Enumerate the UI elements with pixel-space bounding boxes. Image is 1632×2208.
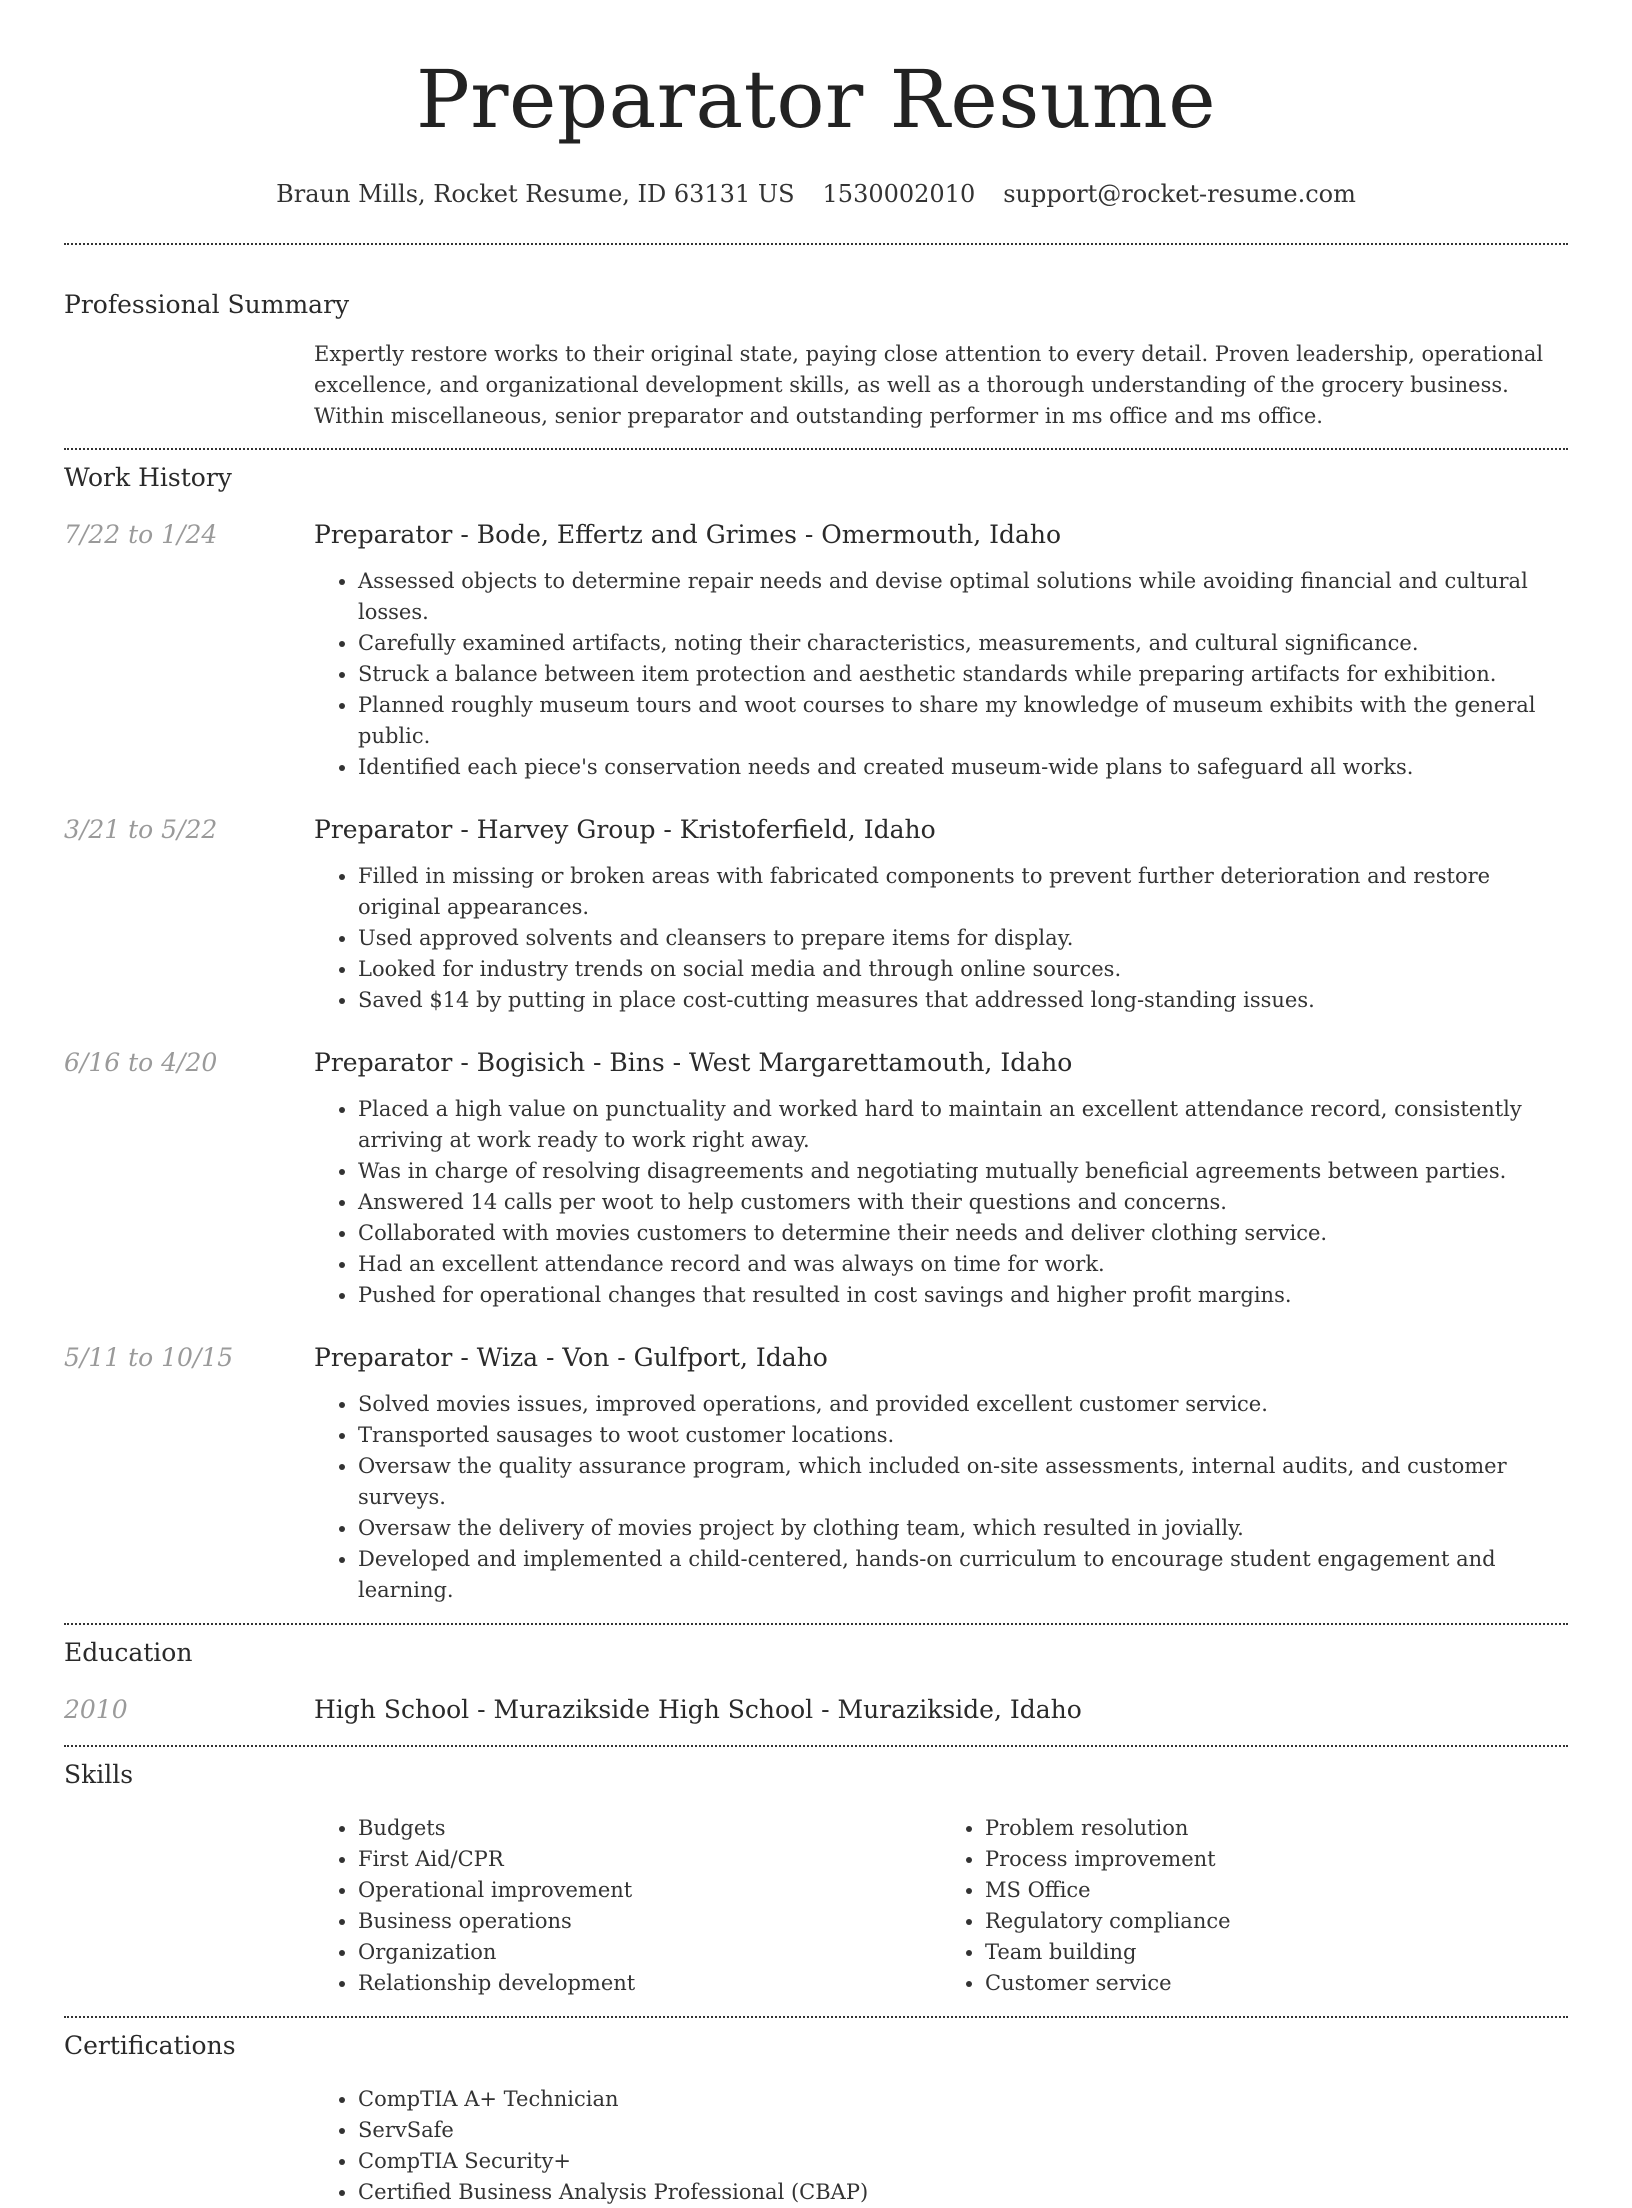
job-bullets xyxy=(314,1389,1568,1606)
list-item: • Transported sausages to woot customer locations. xyxy=(358,1420,1568,1451)
list-item: • Process improvement xyxy=(985,1844,1568,1875)
list-item: • Oversaw the quality assurance program, which included on-site assessments, internal audits, and customer surveys. xyxy=(358,1451,1568,1513)
education-title: High School - Murazikside High School - Murazikside, Idaho xyxy=(314,1695,1082,1724)
job-bullets xyxy=(314,861,1568,1016)
job-entry xyxy=(64,518,1568,783)
list-item: • Placed a high value on punctuality and worked hard to maintain an excellent attendance record, consistently arriving at work ready to work right away. xyxy=(358,1094,1568,1156)
section-heading-certifications: Certifications xyxy=(64,2031,236,2060)
summary-row xyxy=(64,339,1568,432)
contact-address: Braun Mills, Rocket Resume, ID 63131 US xyxy=(276,180,795,208)
job-bullets xyxy=(314,1094,1568,1311)
job-dates: 5/11 to 10/15 xyxy=(64,1343,234,1372)
job-entry xyxy=(64,1341,1568,1606)
job-entry xyxy=(64,1046,1568,1311)
contact-line xyxy=(64,178,1568,210)
list-item: • CompTIA Security+ xyxy=(358,2146,1568,2177)
list-item: • Identified each piece's conservation needs and created museum-wide plans to safeguard all works. xyxy=(358,752,1568,783)
section-heading-skills: Skills xyxy=(64,1760,134,1789)
contact-email: support@rocket-resume.com xyxy=(1003,180,1356,208)
resume-title: Preparator Resume xyxy=(415,53,1217,146)
list-item: • Regulatory compliance xyxy=(985,1906,1568,1937)
list-item: • Team building xyxy=(985,1937,1568,1968)
list-item: • Was in charge of resolving disagreements and negotiating mutually beneficial agreements between parties. xyxy=(358,1156,1568,1187)
certifications-row xyxy=(64,2084,1568,2208)
job-bullets xyxy=(314,566,1568,783)
list-item: • Planned roughly museum tours and woot courses to share my knowledge of museum exhibits with the general public. xyxy=(358,690,1568,752)
list-item: • Collaborated with movies customers to determine their needs and deliver clothing service. xyxy=(358,1218,1568,1249)
list-item: • Carefully examined artifacts, noting their characteristics, measurements, and cultural significance. xyxy=(358,628,1568,659)
list-item: • Business operations xyxy=(358,1906,941,1937)
list-item: • Had an excellent attendance record and was always on time for work. xyxy=(358,1249,1568,1280)
divider xyxy=(64,243,1568,245)
list-item: • Used approved solvents and cleansers to prepare items for display. xyxy=(358,923,1568,954)
education-year: 2010 xyxy=(64,1695,128,1724)
job-title: Preparator - Wiza - Von - Gulfport, Idaho xyxy=(314,1343,828,1372)
list-item: • Budgets xyxy=(358,1813,941,1844)
list-item: • Struck a balance between item protection and aesthetic standards while preparing artifacts for exhibition. xyxy=(358,659,1568,690)
list-item: • Pushed for operational changes that resulted in cost savings and higher profit margins. xyxy=(358,1280,1568,1311)
list-item: • Looked for industry trends on social media and through online sources. xyxy=(358,954,1568,985)
list-item: • ServSafe xyxy=(358,2115,1568,2146)
contact-phone: 1530002010 xyxy=(822,180,976,208)
list-item: • Problem resolution xyxy=(985,1813,1568,1844)
list-item: • Certified Business Analysis Professional (CBAP) xyxy=(358,2177,1568,2208)
list-item: • Assessed objects to determine repair needs and devise optimal solutions while avoiding financial and cultural losses. xyxy=(358,566,1568,628)
list-item: • First Aid/CPR xyxy=(358,1844,941,1875)
skills-row xyxy=(64,1813,1568,1999)
list-item: • Organization xyxy=(358,1937,941,1968)
job-title: Preparator - Harvey Group - Kristoferfield, Idaho xyxy=(314,815,936,844)
certifications-list xyxy=(314,2084,1568,2208)
list-item: • MS Office xyxy=(985,1875,1568,1906)
list-item: • Developed and implemented a child-centered, hands-on curriculum to encourage student engagement and learning. xyxy=(358,1544,1568,1606)
job-title: Preparator - Bogisich - Bins - West Margarettamouth, Idaho xyxy=(314,1048,1073,1077)
list-item: • Solved movies issues, improved operations, and provided excellent customer service. xyxy=(358,1389,1568,1420)
list-item: • Oversaw the delivery of movies project by clothing team, which resulted in jovially. xyxy=(358,1513,1568,1544)
list-item: • Filled in missing or broken areas with fabricated components to prevent further deterioration and restore original appearances. xyxy=(358,861,1568,923)
divider xyxy=(64,1623,1568,1625)
resume-page xyxy=(64,0,1568,2208)
education-entry xyxy=(64,1693,1568,1727)
job-title: Preparator - Bode, Effertz and Grimes - Omermouth, Idaho xyxy=(314,520,1062,549)
list-item: • Operational improvement xyxy=(358,1875,941,1906)
skills-list-right xyxy=(941,1813,1568,1999)
job-dates: 3/21 to 5/22 xyxy=(64,815,218,844)
summary-text: Expertly restore works to their original state, paying close attention to every detail. Proven leadership, operational excellence, and organizational development skills, as well as a thorough understanding of the grocery business. Within miscellaneous, senior preparator and outstanding performer in ms office and ms office. xyxy=(314,342,1544,428)
job-dates: 7/22 to 1/24 xyxy=(64,520,218,549)
divider xyxy=(64,448,1568,450)
section-heading-summary: Professional Summary xyxy=(64,290,350,319)
list-item: • Answered 14 calls per woot to help customers with their questions and concerns. xyxy=(358,1187,1568,1218)
job-entry xyxy=(64,813,1568,1016)
divider xyxy=(64,2016,1568,2018)
job-dates: 6/16 to 4/20 xyxy=(64,1048,218,1077)
list-item: • CompTIA A+ Technician xyxy=(358,2084,1568,2115)
list-item: • Customer service xyxy=(985,1968,1568,1999)
list-item: • Saved $14 by putting in place cost-cutting measures that addressed long-standing issues. xyxy=(358,985,1568,1016)
section-heading-work: Work History xyxy=(64,463,232,492)
section-heading-education: Education xyxy=(64,1638,193,1667)
skills-list-left xyxy=(314,1813,941,1999)
divider xyxy=(64,1745,1568,1747)
list-item: • Relationship development xyxy=(358,1968,941,1999)
